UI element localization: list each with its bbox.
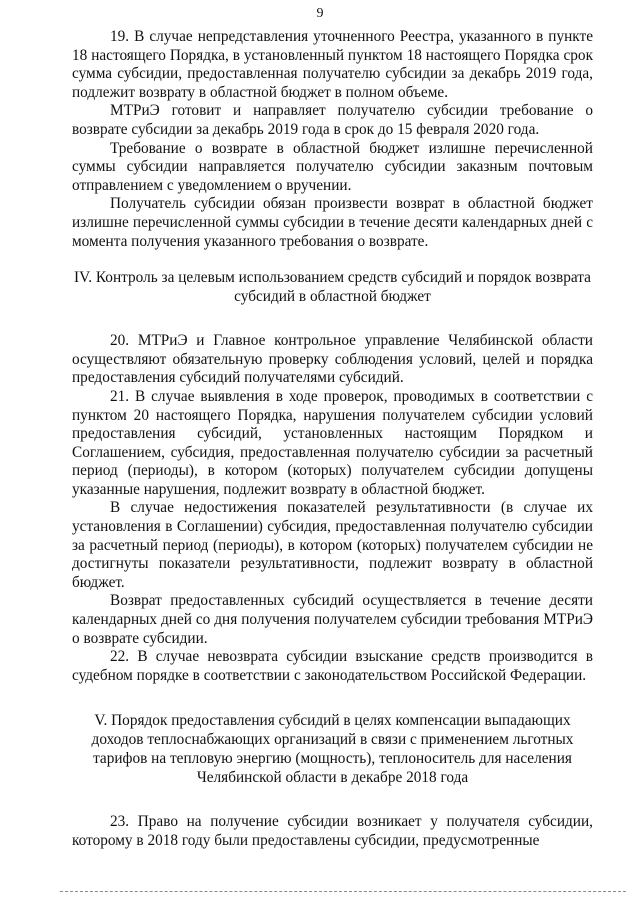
paragraph-20: 20. МТРиЭ и Главное контрольное управление Челябинской области осуществляют обязательную проверку соблюдения условий, целей и порядка предоставления субсидий получателями субсидий. bbox=[72, 332, 593, 387]
section-heading-v-line3: тарифов на тепловую энергию (мощность), теплоноситель для населения bbox=[93, 750, 572, 768]
spacer bbox=[72, 251, 593, 268]
paragraph-return-demand: МТРиЭ готовит и направляет получателю субсидии требование о возврате субсидии за декабрь 2019 года в срок до 15 февраля 2020 года. bbox=[72, 102, 593, 138]
paragraph-22: 22. В случае невозврата субсидии взыскание средств производится в судебном порядке в соответствии с законодательством Российской Федерации. bbox=[72, 648, 593, 684]
section-heading-v bbox=[72, 711, 593, 787]
paragraph-return-terms: Возврат предоставленных субсидий осуществляется в течение десяти календарных дней со дня получения получателем субсидии требования МТРиЭ о возврате субсидии. bbox=[72, 592, 593, 647]
paragraph-demand-delivery: Требование о возврате в областной бюджет излишне перечисленной суммы субсидии направляется получателю субсидии заказным почтовым отправлением с уведомлением о вручении. bbox=[72, 139, 593, 194]
section-heading-v-line2: доходов теплоснабжающих организаций в связи с применением льготных bbox=[91, 731, 574, 749]
spacer bbox=[72, 787, 593, 813]
section-heading-iv-line1: IV. Контроль за целевым использованием средств субсидий и порядок возврата bbox=[74, 269, 591, 287]
paragraph-performance-indicators: В случае недостижения показателей результативности (в случае их установления в Соглашении) субсидия, предоставленная получателю субсидии за расчетный период (периоды), в котором (которых) получателем субсидии не достигнуты показатели результативности, подлежит возврату в областной бюджет. bbox=[72, 499, 593, 591]
page-number: 9 bbox=[316, 6, 324, 21]
paragraph-19: 19. В случае непредставления уточненного Реестра, указанного в пункте 18 настоящего Порядка, в установленный пунктом 18 настоящего Порядка срок сумма субсидии, предоставленная получателю субсидии за декабрь 2019 года, подлежит возврату в областной бюджет в полном объеме. bbox=[72, 28, 593, 101]
spacer bbox=[72, 306, 593, 332]
paragraph-23: 23. Право на получение субсидии возникает у получателя субсидии, которому в 2018 году были предоставлены субсидии, предусмотренные bbox=[72, 813, 593, 849]
section-heading-v-line4: Челябинской области в декабре 2018 года bbox=[196, 769, 469, 787]
spacer bbox=[72, 685, 593, 711]
paragraph-21: 21. В случае выявления в ходе проверок, проводимых в соответствии с пунктом 20 настоящего Порядка, нарушения получателем субсидии условий предоставления субсидий, установленных настоящим Порядком и Соглашением, субсидия, предоставленная получателю субсидии за расчетный период (периоды), в котором (которых) получателем субсидии допущены указанные нарушения, подлежит возврату в областной бюджет. bbox=[72, 387, 593, 498]
page-content bbox=[72, 28, 593, 851]
section-heading-iv bbox=[72, 268, 593, 306]
scan-edge-line bbox=[60, 891, 626, 892]
paragraph-return-obligation: Получатель субсидии обязан произвести возврат в областной бюджет излишне перечисленной суммы субсидии в течение десяти календарных дней с момента получения указанного требования о возврате. bbox=[72, 195, 593, 250]
section-heading-iv-line2: субсидий в областной бюджет bbox=[234, 288, 431, 306]
section-heading-v-line1: V. Порядок предоставления субсидий в целях компенсации выпадающих bbox=[94, 712, 571, 730]
